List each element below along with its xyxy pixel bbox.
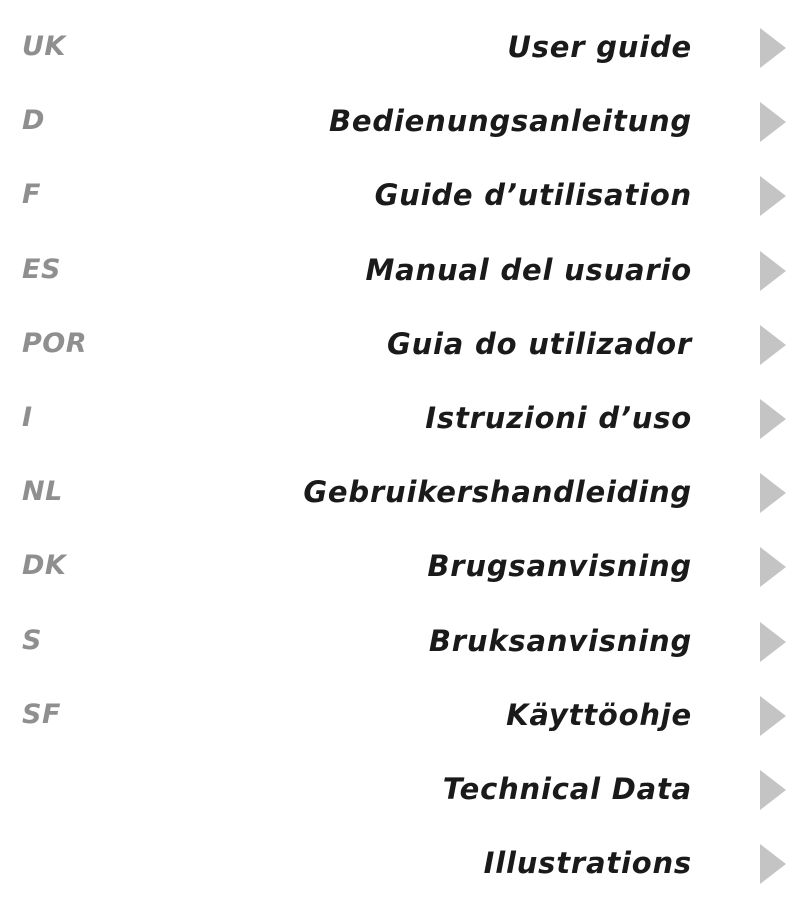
section-title[interactable]: User guide: [507, 30, 692, 64]
triangle-right-icon[interactable]: [760, 399, 786, 439]
triangle-right-icon[interactable]: [760, 622, 786, 662]
index-row-d[interactable]: [0, 85, 808, 159]
language-code: S: [22, 624, 42, 656]
language-code: I: [22, 401, 33, 433]
index-row-s[interactable]: [0, 605, 808, 679]
triangle-right-icon[interactable]: [760, 473, 786, 513]
index-row-por[interactable]: [0, 308, 808, 382]
index-row-uk[interactable]: [0, 11, 808, 85]
index-row-i[interactable]: [0, 382, 808, 456]
language-code: D: [22, 105, 45, 137]
index-row-technical-data[interactable]: [0, 753, 808, 827]
language-code: POR: [22, 327, 88, 359]
triangle-right-icon[interactable]: [760, 325, 786, 365]
triangle-right-icon[interactable]: [760, 251, 786, 291]
section-title[interactable]: Illustrations: [483, 846, 692, 881]
section-title[interactable]: Technical Data: [442, 771, 692, 806]
index-row-f[interactable]: [0, 159, 808, 233]
section-title[interactable]: Bruksanvisning: [428, 623, 692, 658]
index-row-nl[interactable]: [0, 456, 808, 530]
language-index: [0, 11, 808, 901]
language-code: NL: [22, 476, 63, 508]
language-code: UK: [22, 31, 66, 62]
language-code: ES: [22, 253, 61, 285]
index-row-es[interactable]: [0, 234, 808, 308]
section-title[interactable]: Guia do utilizador: [387, 326, 692, 361]
section-title[interactable]: Brugsanvisning: [427, 549, 692, 584]
index-row-sf[interactable]: [0, 679, 808, 753]
section-title[interactable]: Bedienungsanleitung: [329, 104, 692, 139]
section-title[interactable]: Käyttöohje: [506, 697, 692, 732]
section-title[interactable]: Istruzioni d’uso: [425, 400, 692, 435]
section-title[interactable]: Gebruikershandleiding: [303, 475, 692, 510]
language-code: SF: [22, 698, 61, 730]
triangle-right-icon[interactable]: [760, 844, 786, 884]
triangle-right-icon[interactable]: [760, 547, 786, 587]
triangle-right-icon[interactable]: [760, 28, 786, 68]
triangle-right-icon[interactable]: [760, 176, 786, 216]
index-row-illustrations[interactable]: [0, 827, 808, 901]
index-row-dk[interactable]: [0, 530, 808, 604]
section-title[interactable]: Guide d’utilisation: [374, 178, 692, 213]
triangle-right-icon[interactable]: [760, 696, 786, 736]
language-code: DK: [22, 550, 67, 582]
language-code: F: [22, 179, 41, 211]
section-title[interactable]: Manual del usuario: [365, 252, 692, 287]
triangle-right-icon[interactable]: [760, 102, 786, 142]
triangle-right-icon[interactable]: [760, 770, 786, 810]
